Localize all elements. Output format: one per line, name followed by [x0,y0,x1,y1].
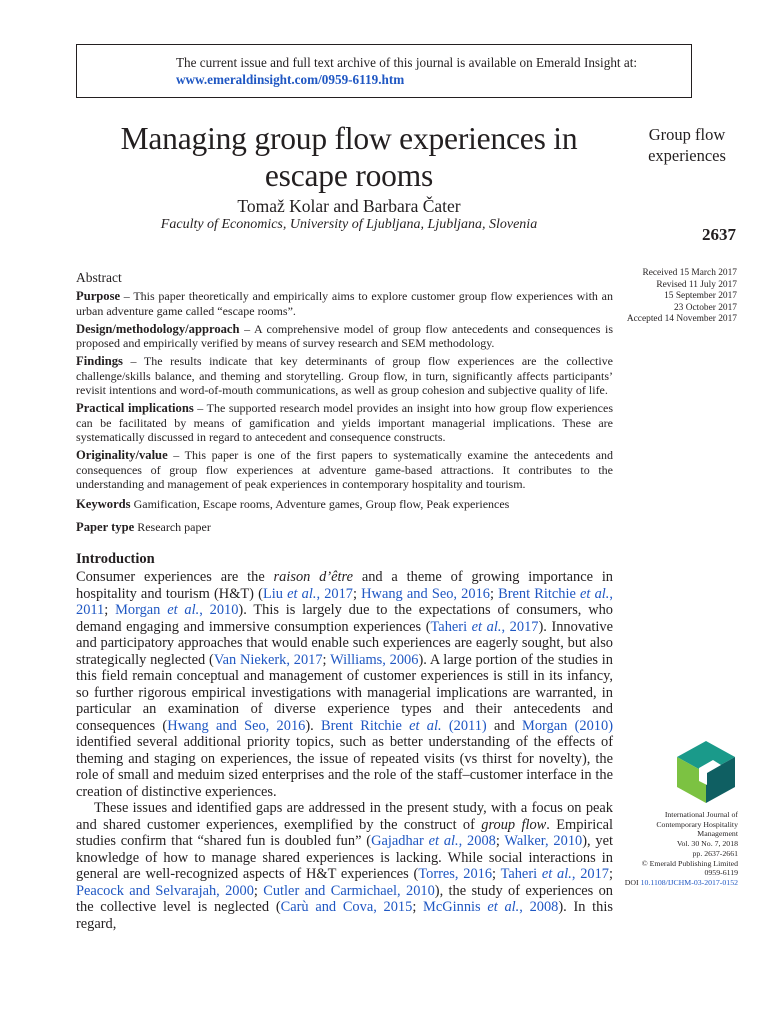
citation-link[interactable]: , 2011 [76,585,613,618]
findings-text: – The results indicate that key determinants of group flow experiences are the collective challenge/skills balance, and theming and storytelling. Group flow, in turn, significantly affects participants’ revisit intentions and word-of-mouth communications, as well as group cohesion and subjective quality of life. [76,354,613,398]
citation-link[interactable]: et al. [580,585,610,602]
findings-label: Findings [76,354,123,369]
journal-info [612,810,738,888]
article-authors: Tomaž Kolar and Barbara Čater [237,196,461,216]
text-run: ). A large portion of the studies in this field remain conceptual and management of customer experiences is still in its infancy, so further rigorous empirical investigations with managerial implications are warranted, in particular an examination of diverse experience types and their antecedents and consequences ( [76,651,613,734]
citation-link[interactable]: McGinnis [423,899,488,915]
citation-link[interactable]: Cutler and Carmichael, 2010 [263,882,435,899]
text-run: ; [412,899,424,915]
citation-link[interactable]: Brent Ritchie [321,717,410,734]
abstract-findings [76,354,613,397]
citation-link[interactable]: et al. [471,618,502,635]
text-run: ). In this regard, [76,899,613,932]
author-affiliation: Faculty of Economics, University of Ljubljana, Ljubljana, Slovenia [160,217,538,232]
journal-pages: pp. 2637-2661 [692,848,738,858]
running-title: Group flow experiences [648,125,726,165]
citation-link[interactable]: , 2017 [571,866,609,882]
citation-link[interactable]: Taheri [430,618,472,635]
abstract-purpose [76,289,613,318]
date-revised-2: 15 September 2017 [664,291,737,302]
text-run: ). [305,717,322,734]
text-run: These issues and identified gaps are addressed in the present study, with a focus on peak and shared customer experiences, exemplified by the construct of [76,800,613,833]
abstract-heading: Abstract [76,270,122,285]
citation-link[interactable]: Hwang and Seo, 2016 [361,585,490,602]
date-received: Received 15 March 2017 [642,268,737,278]
text-run: ; [495,833,505,849]
text-run: ; [489,585,499,602]
journal-name-line-1: International Journal of [664,810,738,819]
citation-link[interactable]: Liu [262,585,288,602]
abstract-practical [76,401,613,444]
citation-link[interactable]: Van Niekerk, 2017 [213,651,323,668]
journal-availability-text [176,54,676,88]
paper-type-text: Research paper [137,520,211,535]
abstract-design [76,322,613,351]
citation-link[interactable]: et al. [428,833,459,849]
text-run: ). Innovative and participatory approaches that would enable such experiences are eagerly sought, but also strategically neglected ( [76,618,613,668]
design-text: – A comprehensive model of group flow antecedents and consequences is proposed and empirically verified by means of survey research and SEM methodology. [76,321,613,351]
text-run: ), yet knowledge of how to manage shared experiences is lacking. While social interactions in general are well-recognized aspects of H&T experiences ( [76,833,614,882]
abstract-paper-type [76,520,613,534]
practical-text: – The supported research model provides an insight into how group flow experiences can be facilitated by means of gamification and yields important managerial implications. These are systematically discussed in regard to antecedent and consequence constructs. [76,401,613,444]
citation-link[interactable]: Carù and Cova, 2015 [280,899,413,915]
citation-link[interactable]: Morgan (2010) [522,717,613,734]
text-run: ; [322,651,331,668]
practical-label: Practical implications [76,401,194,416]
text-run: ; [492,866,501,882]
abstract-keywords [76,497,613,511]
text-run: identified several additional priority topics, such as better understanding of the effects of theming and staging on experiences, the issue of repeated visits (vs thirst for novelty), the role of small and meduim sized enterprises and the role of the staff–customer interface in the creation of distinctive experiences. [76,734,613,800]
journal-name-line-2: Contemporary Hospitality [656,819,738,829]
date-revised-3: 23 October 2017 [673,302,737,313]
article-title: Managing group flow experiences in escape rooms [120,121,578,193]
journal-doi [612,878,738,888]
text-run: ). This is largely due to the expectations of consumers, who demand engaging and immersive consumption experiences ( [76,602,613,635]
journal-publisher: © Emerald Publishing Limited [641,858,738,868]
citation-link[interactable]: et al. [487,899,520,915]
journal-url-link[interactable]: www.emeraldinsight.com/0959-6119.htm [176,72,405,87]
citation-link[interactable]: , 2010 [199,602,239,618]
citation-link[interactable]: Morgan [115,602,168,618]
text-run: ; [253,882,264,899]
paper-type-label: Paper type [76,520,135,535]
abstract-section [76,271,613,539]
citation-link[interactable]: Williams, 2006 [330,651,419,668]
journal-issn: 0959-6119 [704,868,738,878]
citation-link[interactable]: Torres, 2016 [418,866,493,882]
design-label: Design/methodology/approach [76,321,240,336]
citation-link[interactable]: , 2008 [458,833,496,849]
introduction-heading: Introduction [76,551,155,567]
text-run: ; [609,866,613,882]
date-revised: Revised 11 July 2017 [656,279,737,290]
text-run: and [486,717,523,734]
citation-link[interactable]: Peacock and Selvarajah, 2000 [76,882,254,899]
citation-link[interactable]: et al. [409,717,442,734]
citation-link[interactable]: Brent Ritchie [498,585,581,602]
text-run: Consumer experiences are the [76,569,274,585]
journal-volume: Vol. 30 No. 7, 2018 [676,839,738,849]
article-dates [612,268,737,326]
citation-link[interactable]: et al. [541,866,572,882]
citation-link[interactable]: , 2008 [519,899,559,915]
text-run: ; [104,602,116,618]
citation-link[interactable]: Walker, 2010 [504,833,583,849]
citation-link[interactable]: et al. [167,602,200,618]
purpose-text: – This paper theoretically and empirically aims to explore customer group flow experiences with an urban adventure game called “escape rooms”. [76,289,613,318]
originality-label: Originality/value [76,448,168,463]
introduction-body [76,569,613,932]
doi-link[interactable]: 10.1108/IJCHM-03-2017-0152 [640,877,738,887]
text-run: . Empirical studies confirm that “shared fun is doubled fun” ( [76,816,613,849]
text-run: group flow [481,816,547,833]
availability-line: The current issue and full text archive of this journal is available on Emerald Insight at: [176,55,638,70]
citation-link[interactable]: Hwang and Seo, 2016 [167,717,306,734]
citation-link[interactable]: , 2017 [501,618,539,635]
purpose-label: Purpose [76,289,121,304]
citation-link[interactable]: Taheri [500,866,542,882]
originality-text: – This paper is one of the first papers to systematically examine the antecedents and consequences of group flow experiences at adventure game-based attractions. It contributes to the understanding and management of peak experiences in contemporary hospitality and tourism. [76,448,613,491]
text-run: ; [352,585,362,602]
keywords-label: Keywords [76,497,131,512]
text-run: raison d’être [273,569,353,585]
keywords-text: Gamification, Escape rooms, Adventure games, Group flow, Peak experiences [133,497,510,512]
citation-link[interactable]: et al. [287,585,317,602]
page-number: 2637 [702,225,736,244]
text-run: and a theme of growing importance in hospitality and tourism (H&T) ( [76,569,614,602]
intro-paragraph-1 [76,569,613,800]
citation-link[interactable]: (2011) [441,717,487,734]
intro-paragraph-2 [76,800,613,932]
abstract-originality [76,448,613,491]
date-accepted: Accepted 14 November 2017 [626,314,737,325]
journal-name-line-3: Management [697,829,738,839]
citation-link[interactable]: , 2017 [316,585,353,602]
citation-link[interactable]: Gajadhar [371,833,429,849]
text-run: ), the study of experiences on the collective level is neglected ( [76,882,613,915]
emerald-logo [677,741,735,803]
doi-label: DOI [624,877,639,887]
